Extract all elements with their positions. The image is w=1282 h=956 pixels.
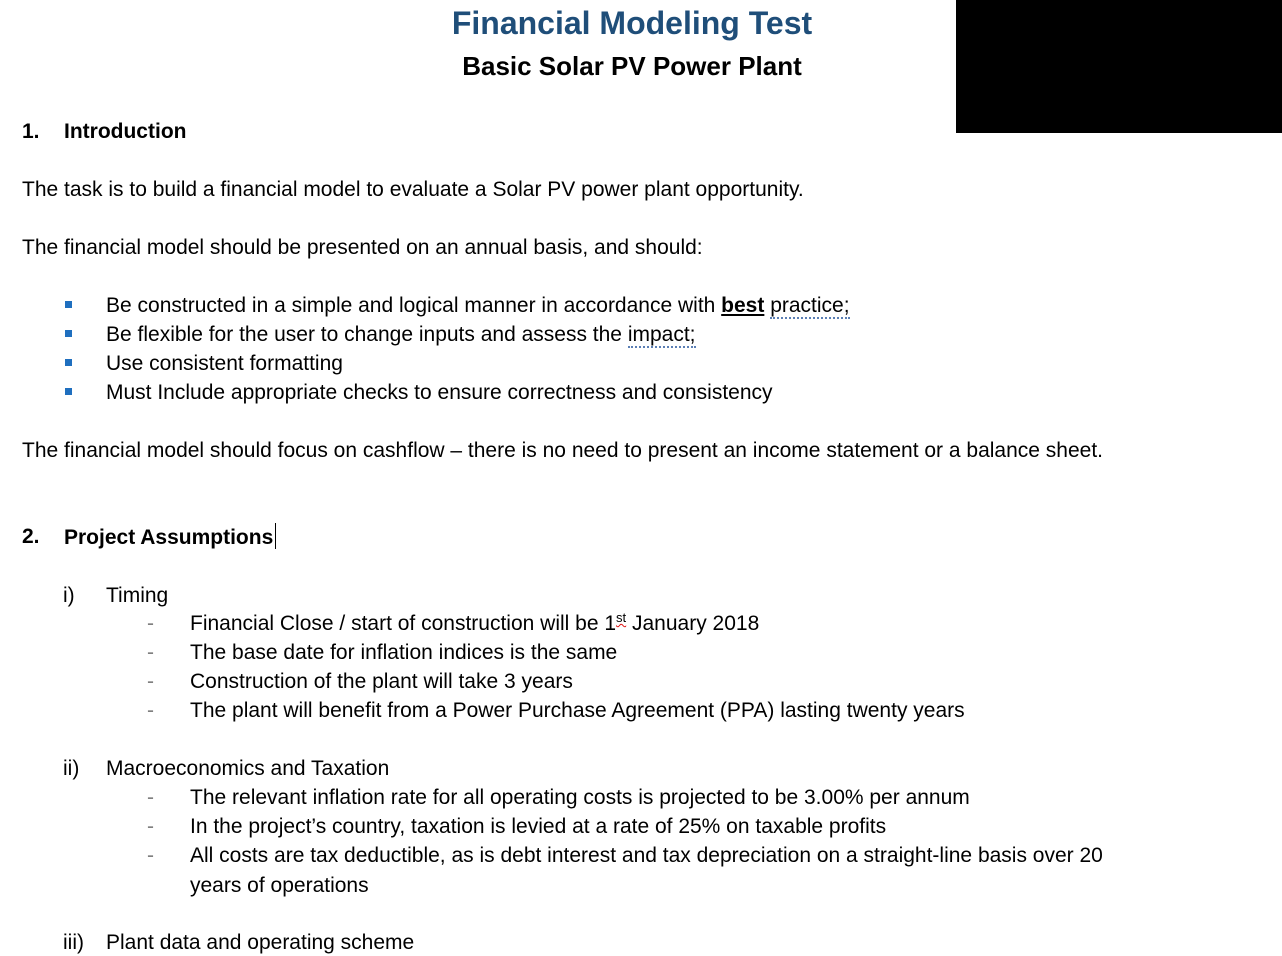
plant-numeral: iii)	[63, 931, 84, 954]
macro-label: Macroeconomics and Taxation	[106, 757, 390, 780]
square-bullet-icon	[65, 330, 72, 337]
bullet-item-4: Must Include appropriate checks to ensure correctness and consistency	[106, 381, 773, 404]
dash-bullet-icon: -	[147, 699, 154, 722]
section-1-heading: Introduction	[64, 120, 187, 143]
dash-bullet-icon: -	[147, 641, 154, 664]
intro-paragraph-3: The financial model should focus on cashflow – there is no need to present an income statement or a balance sheet.	[22, 439, 1103, 462]
bullet-item-2	[106, 321, 696, 348]
bullet-2-prefix: Be flexible for the user to change inputs and assess the	[106, 323, 628, 346]
section-2-heading	[64, 523, 276, 551]
timing-item-2: The base date for inflation indices is the same	[190, 641, 618, 664]
timing-item-1-prefix: Financial Close / start of construction will be 1	[190, 612, 617, 635]
dash-bullet-icon: -	[147, 612, 154, 635]
section-2-heading-text: Project Assumptions	[64, 526, 274, 549]
bullet-1-bold-word: best	[721, 294, 765, 317]
bullet-item-1	[106, 292, 850, 319]
timing-numeral: i)	[63, 584, 75, 607]
square-bullet-icon	[65, 388, 72, 395]
section-1-number: 1.	[22, 120, 40, 143]
square-bullet-icon	[65, 359, 72, 366]
timing-item-1	[190, 610, 759, 637]
intro-paragraph-1: The task is to build a financial model to evaluate a Solar PV power plant opportunity.	[22, 178, 804, 201]
plant-label: Plant data and operating scheme	[106, 931, 415, 954]
bullet-item-3: Use consistent formatting	[106, 352, 343, 375]
timing-label: Timing	[106, 584, 169, 607]
bullet-2-suffix: impact;	[627, 323, 696, 346]
document-title: Financial Modeling Test	[451, 5, 813, 41]
dash-bullet-icon: -	[147, 844, 154, 867]
timing-item-3: Construction of the plant will take 3 years	[190, 670, 573, 693]
bullet-1-prefix: Be constructed in a simple and logical manner in accordance with	[106, 294, 722, 317]
macro-item-2: In the project’s country, taxation is levied at a rate of 25% on taxable profits	[190, 815, 887, 838]
macro-item-3-line-1: All costs are tax deductible, as is debt interest and tax depreciation on a straight-line basis over 20	[190, 844, 1103, 867]
square-bullet-icon	[65, 301, 72, 308]
intro-paragraph-2: The financial model should be presented on an annual basis, and should:	[22, 236, 703, 259]
timing-item-4: The plant will benefit from a Power Purchase Agreement (PPA) lasting twenty years	[190, 699, 965, 722]
dash-bullet-icon: -	[147, 670, 154, 693]
section-2-number: 2.	[22, 525, 40, 548]
bullet-1-suffix: practice;	[770, 294, 850, 317]
macro-numeral: ii)	[63, 757, 80, 780]
dash-bullet-icon: -	[147, 786, 154, 809]
macro-item-3-line-2: years of operations	[190, 874, 369, 897]
macro-item-1: The relevant inflation rate for all operating costs is projected to be 3.00% per annum	[190, 786, 970, 809]
text-cursor	[275, 523, 276, 549]
timing-item-1-superscript: st	[616, 610, 627, 625]
dash-bullet-icon: -	[147, 815, 154, 838]
timing-item-1-suffix: January 2018	[626, 612, 760, 635]
document-subtitle: Basic Solar PV Power Plant	[462, 51, 802, 81]
